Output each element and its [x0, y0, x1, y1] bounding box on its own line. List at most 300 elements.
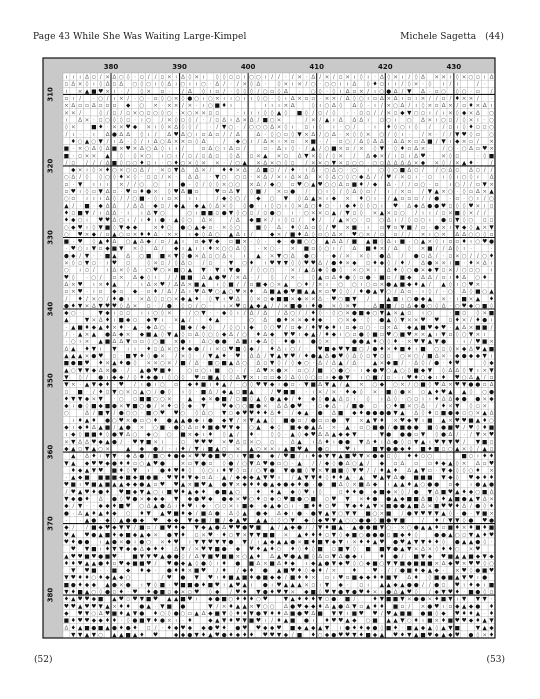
stitch-symbol: ∆: [208, 510, 213, 517]
stitch-symbol: ▼: [345, 547, 350, 553]
stitch-symbol: ◊: [435, 610, 438, 617]
stitch-symbol: ▼: [112, 547, 117, 553]
stitch-symbol: ■: [242, 504, 247, 510]
stitch-symbol: ×: [167, 75, 172, 81]
stitch-symbol: ♥: [84, 488, 89, 495]
stitch-symbol: ○: [482, 289, 487, 295]
stitch-symbol: ●: [359, 404, 364, 410]
stitch-symbol: ▫: [414, 218, 418, 224]
stitch-symbol: ■: [407, 625, 412, 631]
stitch-symbol: ◊: [243, 245, 246, 252]
stitch-symbol: ■: [400, 282, 405, 288]
stitch-symbol: ×: [400, 525, 405, 531]
stitch-symbol: ▼: [195, 461, 200, 467]
stitch-symbol: ◊: [65, 124, 68, 131]
stitch-symbol: ♥: [235, 524, 240, 531]
stitch-symbol: ◊: [230, 202, 233, 209]
stitch-symbol: ◆: [263, 504, 268, 510]
stitch-symbol: ♦: [366, 496, 371, 503]
stitch-symbol: ♦: [489, 610, 494, 617]
stitch-symbol: ▼: [147, 618, 152, 624]
stitch-symbol: ●: [414, 425, 419, 431]
stitch-symbol: ▫: [229, 532, 233, 538]
stitch-symbol: ●: [297, 511, 302, 517]
stitch-symbol: ◊: [305, 374, 308, 381]
stitch-symbol: ■: [461, 296, 466, 302]
stitch-symbol: ♥: [263, 367, 268, 374]
stitch-symbol: ♦: [235, 610, 240, 617]
stitch-symbol: ◆: [188, 497, 193, 503]
stitch-symbol: ·: [402, 339, 404, 345]
stitch-symbol: ▫: [291, 325, 295, 331]
stitch-symbol: ■: [290, 389, 295, 395]
stitch-symbol: ♥: [91, 438, 96, 445]
stitch-symbol: ·: [258, 432, 260, 438]
stitch-symbol: ♦: [146, 589, 151, 596]
stitch-symbol: ▲: [229, 232, 234, 238]
stitch-symbol: ∕: [127, 367, 129, 374]
stitch-symbol: ●: [215, 339, 220, 345]
stitch-symbol: ∕: [292, 74, 294, 81]
stitch-symbol: ♦: [462, 610, 467, 617]
stitch-symbol: ·: [148, 196, 150, 202]
stitch-symbol: ×: [290, 318, 295, 324]
stitch-symbol: ▲: [311, 196, 316, 202]
stitch-symbol: ◊: [476, 631, 479, 638]
stitch-symbol: ·: [271, 96, 273, 102]
stitch-symbol: ∕: [155, 238, 157, 245]
stitch-symbol: ▫: [147, 303, 151, 309]
stitch-symbol: ∆: [317, 295, 322, 302]
stitch-symbol: ▫: [394, 210, 398, 216]
stitch-symbol: ■: [420, 382, 425, 388]
stitch-symbol: ∕: [209, 517, 211, 524]
stitch-symbol: ○: [215, 361, 220, 367]
stitch-symbol: ▼: [195, 632, 200, 638]
stitch-symbol: ●: [112, 497, 117, 503]
stitch-symbol: ▼: [400, 318, 405, 324]
stitch-symbol: ♦: [359, 538, 364, 545]
stitch-symbol: ♥: [201, 496, 206, 503]
stitch-symbol: ♦: [167, 453, 172, 460]
stitch-symbol: ■: [386, 511, 391, 517]
stitch-symbol: ♦: [489, 252, 494, 259]
stitch-symbol: ·: [408, 132, 410, 138]
stitch-symbol: ı: [203, 246, 205, 252]
stitch-symbol: ■: [290, 618, 295, 624]
stitch-symbol: ∆: [475, 109, 480, 116]
stitch-symbol: ▲: [64, 318, 69, 324]
stitch-symbol: ×: [407, 389, 412, 395]
stitch-symbol: ▲: [112, 482, 117, 488]
stitch-symbol: ■: [91, 404, 96, 410]
stitch-symbol: ∕: [168, 202, 170, 209]
stitch-symbol: ♥: [222, 453, 227, 460]
stitch-symbol: ▫: [318, 375, 322, 381]
stitch-symbol: ▼: [64, 590, 69, 596]
stitch-symbol: ×: [181, 139, 186, 145]
stitch-symbol: ∆: [338, 395, 343, 402]
stitch-symbol: ♥: [270, 631, 275, 638]
stitch-symbol: ▫: [311, 225, 315, 231]
stitch-symbol: ×: [188, 432, 193, 438]
stitch-symbol: ♦: [297, 481, 302, 488]
stitch-symbol: ♥: [482, 517, 487, 524]
stitch-symbol: ·: [306, 389, 308, 395]
stitch-symbol: ◆: [270, 539, 275, 545]
stitch-symbol: ∆: [166, 81, 171, 88]
stitch-symbol: ▲: [64, 554, 69, 560]
stitch-symbol: ▫: [421, 253, 425, 259]
stitch-symbol: ·: [367, 432, 369, 438]
stitch-symbol: ●: [379, 411, 384, 417]
stitch-symbol: ◆: [373, 482, 378, 488]
stitch-symbol: ■: [427, 497, 432, 503]
stitch-symbol: ı: [127, 296, 129, 302]
stitch-symbol: ◆: [92, 232, 97, 238]
stitch-symbol: ■: [283, 568, 288, 574]
stitch-symbol: ı: [196, 132, 198, 138]
stitch-symbol: ◊: [394, 317, 397, 324]
stitch-symbol: ·: [141, 325, 143, 331]
stitch-symbol: ▼: [64, 382, 69, 388]
stitch-symbol: ◊: [387, 167, 390, 174]
stitch-symbol: ◆: [188, 404, 193, 410]
stitch-symbol: ∕: [196, 302, 198, 309]
stitch-symbol: ●: [400, 432, 405, 438]
stitch-symbol: ▲: [215, 375, 220, 381]
stitch-symbol: ◆: [222, 332, 227, 338]
stitch-symbol: ◊: [360, 388, 363, 395]
stitch-symbol: ○: [489, 110, 494, 116]
stitch-symbol: ◆: [435, 632, 440, 638]
stitch-symbol: ♦: [366, 589, 371, 596]
stitch-symbol: ×: [78, 82, 83, 88]
stitch-symbol: ○: [311, 89, 316, 95]
stitch-symbol: ◊: [408, 81, 411, 88]
stitch-symbol: ♥: [311, 431, 316, 438]
stitch-symbol: ◊: [195, 410, 198, 417]
stitch-symbol: ♥: [372, 474, 377, 481]
stitch-symbol: ·: [223, 511, 225, 517]
stitch-symbol: ×: [380, 246, 385, 252]
stitch-symbol: ○: [263, 89, 268, 95]
stitch-symbol: ●: [331, 268, 336, 274]
stitch-symbol: ◊: [243, 345, 246, 352]
stitch-symbol: ○: [208, 332, 213, 338]
stitch-symbol: ◆: [339, 582, 344, 588]
stitch-symbol: ×: [421, 604, 426, 610]
stitch-symbol: ■: [372, 239, 377, 245]
stitch-symbol: ×: [352, 268, 357, 274]
stitch-symbol: ♥: [455, 617, 460, 624]
stitch-symbol: ●: [139, 604, 144, 610]
stitch-symbol: ·: [360, 225, 362, 231]
stitch-symbol: ×: [133, 246, 138, 252]
stitch-symbol: ı: [141, 582, 143, 588]
stitch-symbol: ▼: [64, 575, 69, 581]
stitch-symbol: ♦: [139, 188, 144, 195]
stitch-symbol: ●: [386, 446, 391, 452]
stitch-symbol: ·: [271, 225, 273, 231]
stitch-symbol: ♥: [331, 295, 336, 302]
stitch-symbol: ·: [374, 325, 376, 331]
stitch-symbol: ▫: [85, 268, 89, 274]
stitch-symbol: ×: [386, 346, 391, 352]
stitch-symbol: ×: [332, 425, 337, 431]
stitch-symbol: ◊: [346, 467, 349, 474]
stitch-symbol: ♥: [242, 410, 247, 417]
stitch-symbol: ▫: [65, 389, 69, 395]
stitch-symbol: ◆: [421, 368, 426, 374]
stitch-symbol: ◆: [222, 311, 227, 317]
stitch-symbol: ▲: [400, 311, 405, 317]
stitch-symbol: ◊: [79, 374, 82, 381]
stitch-symbol: ▫: [188, 590, 192, 596]
stitch-symbol: ∆: [461, 324, 466, 331]
stitch-symbol: ▲: [421, 439, 426, 445]
stitch-symbol: ▼: [325, 454, 330, 460]
stitch-symbol: ▫: [195, 189, 199, 195]
stitch-symbol: ·: [120, 189, 122, 195]
stitch-symbol: ∕: [127, 374, 129, 381]
stitch-symbol: ◆: [126, 561, 131, 567]
stitch-symbol: ı: [148, 139, 150, 145]
stitch-symbol: ·: [127, 439, 129, 445]
stitch-symbol: ◊: [257, 238, 260, 245]
stitch-symbol: ■: [208, 425, 213, 431]
stitch-symbol: ▲: [188, 268, 193, 274]
stitch-symbol: ▼: [352, 432, 357, 438]
stitch-symbol: ◆: [64, 611, 69, 617]
stitch-symbol: ∆: [352, 188, 357, 195]
stitch-symbol: ▫: [339, 489, 343, 495]
stitch-symbol: ·: [196, 103, 198, 109]
stitch-symbol: ı: [155, 382, 157, 388]
stitch-symbol: ×: [242, 289, 247, 295]
stitch-symbol: ■: [379, 518, 384, 524]
stitch-symbol: ∆: [201, 610, 206, 617]
stitch-symbol: ♥: [132, 596, 137, 603]
stitch-symbol: ·: [292, 368, 294, 374]
stitch-symbol: ▫: [490, 439, 494, 445]
stitch-symbol: ×: [462, 318, 467, 324]
stitch-symbol: ·: [429, 146, 431, 152]
stitch-symbol: ×: [489, 468, 494, 474]
stitch-symbol: ♦: [434, 517, 439, 524]
stitch-symbol: ♥: [71, 188, 76, 195]
stitch-symbol: ×: [215, 160, 220, 166]
stitch-symbol: ♦: [468, 260, 473, 267]
stitch-symbol: ♦: [434, 388, 439, 395]
stitch-symbol: ▼: [222, 539, 227, 545]
stitch-symbol: ×: [297, 175, 302, 181]
stitch-symbol: ı: [86, 225, 88, 231]
stitch-symbol: ◆: [208, 611, 213, 617]
stitch-symbol: ı: [251, 339, 253, 345]
stitch-symbol: ◆: [476, 582, 481, 588]
stitch-symbol: ●: [386, 590, 391, 596]
stitch-symbol: ▼: [133, 611, 138, 617]
stitch-symbol: ○: [235, 175, 240, 181]
stitch-symbol: ◆: [201, 239, 206, 245]
stitch-symbol: ▫: [202, 375, 206, 381]
stitch-symbol: ■: [352, 404, 357, 410]
stitch-symbol: ♦: [105, 546, 110, 553]
stitch-symbol: ∆: [317, 553, 322, 560]
stitch-symbol: ×: [290, 268, 295, 274]
stitch-symbol: ∕: [491, 88, 493, 95]
stitch-symbol: ▫: [490, 232, 494, 238]
stitch-symbol: ×: [277, 189, 282, 195]
stitch-symbol: ◊: [394, 395, 397, 402]
stitch-symbol: ·: [319, 253, 321, 259]
stitch-symbol: ×: [441, 232, 446, 238]
stitch-symbol: ∕: [72, 503, 74, 510]
stitch-symbol: ■: [249, 561, 254, 567]
stitch-symbol: ▫: [195, 532, 199, 538]
stitch-symbol: ∕: [257, 88, 259, 95]
stitch-symbol: ×: [421, 246, 426, 252]
stitch-symbol: ♥: [475, 546, 480, 553]
stitch-symbol: ▲: [112, 232, 117, 238]
stitch-symbol: ·: [436, 218, 438, 224]
stitch-symbol: ♥: [338, 631, 343, 638]
stitch-symbol: ♥: [359, 589, 364, 596]
stitch-symbol: ●: [407, 425, 412, 431]
stitch-symbol: ∕: [127, 95, 129, 102]
stitch-symbol: ▼: [318, 597, 323, 603]
stitch-symbol: ▼: [435, 511, 440, 517]
stitch-symbol: ♦: [352, 488, 357, 495]
stitch-symbol: ●: [393, 504, 398, 510]
stitch-symbol: ·: [374, 253, 376, 259]
stitch-symbol: ×: [448, 382, 453, 388]
stitch-symbol: ■: [263, 575, 268, 581]
stitch-symbol: ∕: [182, 102, 184, 109]
stitch-symbol: ∕: [333, 217, 335, 224]
stitch-symbol: ▲: [428, 568, 433, 574]
stitch-symbol: ×: [441, 261, 446, 267]
stitch-symbol: ×: [263, 561, 268, 567]
stitch-symbol: ◆: [325, 404, 330, 410]
stitch-symbol: ●: [290, 554, 295, 560]
stitch-symbol: ♦: [146, 217, 151, 224]
stitch-symbol: ♦: [249, 631, 254, 638]
stitch-symbol: ■: [448, 525, 453, 531]
stitch-symbol: ×: [476, 103, 481, 109]
stitch-symbol: ı: [244, 253, 246, 259]
stitch-symbol: ◆: [133, 475, 138, 481]
stitch-symbol: ◆: [256, 339, 261, 345]
stitch-symbol: ▲: [476, 296, 481, 302]
stitch-symbol: ▲: [85, 632, 90, 638]
stitch-symbol: ●: [235, 561, 240, 567]
stitch-symbol: ○: [407, 396, 412, 402]
stitch-symbol: ı: [107, 261, 109, 267]
stitch-symbol: ■: [393, 597, 398, 603]
stitch-symbol: ◆: [476, 354, 481, 360]
stitch-symbol: ●: [215, 511, 220, 517]
stitch-symbol: ▲: [448, 532, 453, 538]
stitch-symbol: ı: [230, 253, 232, 259]
stitch-symbol: ●: [270, 461, 275, 467]
stitch-symbol: ○: [475, 489, 480, 495]
stitch-symbol: ı: [196, 504, 198, 510]
stitch-symbol: ∕: [79, 95, 81, 102]
stitch-symbol: ▲: [284, 582, 289, 588]
stitch-symbol: ○: [181, 611, 186, 617]
stitch-symbol: ●: [318, 446, 323, 452]
stitch-symbol: ♦: [345, 488, 350, 495]
stitch-symbol: ◊: [463, 367, 466, 374]
stitch-symbol: ♦: [400, 260, 405, 267]
stitch-symbol: ○: [146, 117, 151, 123]
stitch-symbol: ♦: [180, 488, 185, 495]
stitch-symbol: ·: [367, 125, 369, 131]
stitch-symbol: ◆: [64, 404, 69, 410]
stitch-symbol: ♥: [71, 546, 76, 553]
stitch-symbol: ◊: [147, 353, 150, 360]
stitch-symbol: ▲: [85, 590, 90, 596]
stitch-symbol: ×: [167, 346, 172, 352]
stitch-symbol: ▼: [414, 511, 419, 517]
stitch-symbol: ∕: [189, 445, 191, 452]
stitch-symbol: ■: [283, 418, 288, 424]
stitch-symbol: ×: [284, 82, 289, 88]
stitch-symbol: ▼: [92, 468, 97, 474]
stitch-symbol: ı: [127, 346, 129, 352]
stitch-symbol: ♥: [297, 403, 302, 410]
stitch-symbol: ▼: [229, 468, 234, 474]
stitch-symbol: ∆: [290, 95, 295, 102]
stitch-symbol: ·: [120, 454, 122, 460]
stitch-symbol: ·: [100, 261, 102, 267]
stitch-symbol: ◊: [298, 546, 301, 553]
stitch-symbol: ∆: [461, 288, 466, 295]
stitch-symbol: ∕: [312, 460, 314, 467]
stitch-symbol: ▲: [71, 461, 76, 467]
stitch-symbol: ı: [258, 539, 260, 545]
stitch-symbol: ▼: [284, 590, 289, 596]
stitch-symbol: ■: [180, 597, 185, 603]
stitch-symbol: ♥: [324, 517, 329, 524]
stitch-symbol: ·: [319, 168, 321, 174]
stitch-symbol: ◊: [291, 202, 294, 209]
stitch-symbol: ·: [196, 318, 198, 324]
stitch-symbol: ◊: [278, 81, 281, 88]
stitch-symbol: ×: [119, 125, 124, 131]
stitch-symbol: ▼: [249, 461, 254, 467]
stitch-symbol: ∆: [235, 245, 240, 252]
stitch-symbol: ·: [285, 439, 287, 445]
stitch-symbol: ▼: [249, 532, 254, 538]
stitch-symbol: ◊: [291, 145, 294, 152]
stitch-symbol: ı: [457, 282, 459, 288]
stitch-symbol: ●: [174, 454, 179, 460]
stitch-symbol: ■: [448, 575, 453, 581]
stitch-symbol: ▫: [476, 168, 480, 174]
stitch-symbol: ●: [414, 489, 419, 495]
stitch-symbol: ◊: [353, 560, 356, 567]
stitch-symbol: ∕: [251, 267, 253, 274]
stitch-symbol: ◊: [223, 374, 226, 381]
stitch-symbol: ○: [462, 375, 467, 381]
stitch-symbol: ı: [93, 196, 95, 202]
stitch-symbol: ∆: [64, 624, 69, 631]
stitch-symbol: ·: [491, 282, 493, 288]
stitch-symbol: ▲: [99, 532, 104, 538]
